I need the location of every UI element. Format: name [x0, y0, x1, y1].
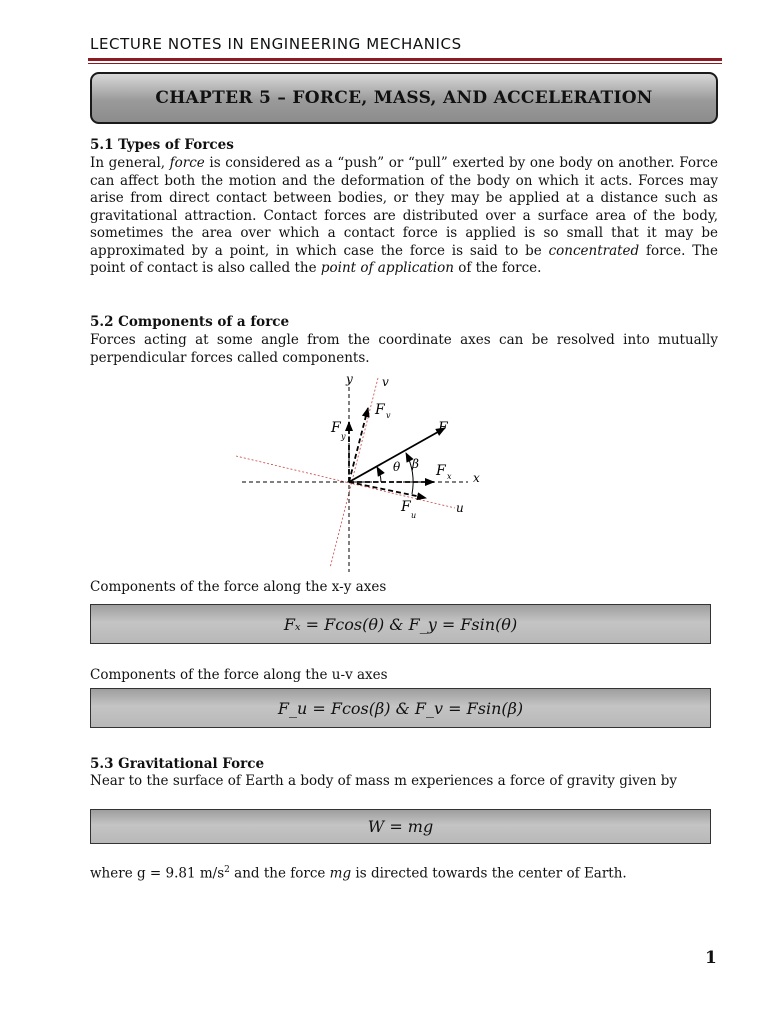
force-component-Fv [349, 408, 368, 482]
label-Fv-sub: v [386, 411, 391, 420]
label-v: v [382, 375, 389, 389]
gravity-equation-box [90, 809, 711, 844]
gravity-equation: W = mg [367, 817, 434, 836]
term-mg: mg [329, 865, 352, 882]
label-Fx-sub: x [447, 472, 452, 481]
label-Fu-sub: u [411, 511, 417, 520]
uv-equation: F_u = Fcos(β) & F_v = Fsin(β) [277, 698, 524, 718]
para-text: of the force. [453, 260, 542, 276]
page-number: 1 [705, 948, 717, 968]
note-text: and the force [229, 865, 330, 882]
section-heading-5-1: 5.1 Types of Forces [90, 137, 234, 153]
header-rule-thick [88, 58, 722, 61]
uv-equation-box [90, 688, 711, 728]
label-Fx: F [436, 463, 446, 479]
uv-caption: Components of the force along the u-v axes [90, 667, 388, 683]
label-Fy-sub: y [341, 432, 346, 441]
label-Fu: F [401, 499, 411, 515]
gravity-note [90, 862, 718, 883]
section-5-1-paragraph [90, 155, 718, 278]
section-heading-5-3: 5.3 Gravitational Force [90, 756, 265, 772]
label-y: y [346, 372, 353, 386]
xy-caption: Components of the force along the x-y axes [90, 579, 387, 595]
term-concentrated: concentrated [548, 242, 640, 259]
label-Fv: F [375, 402, 385, 418]
chapter-title: CHAPTER 5 – FORCE, MASS, AND ACCELERATION [155, 88, 653, 108]
theta-arc [377, 467, 381, 482]
section-5-3-paragraph: Near to the surface of Earth a body of mass m experiences a force of gravity given by [90, 773, 678, 789]
note-superscript: 2 [224, 865, 230, 875]
chapter-title-box [90, 72, 718, 124]
label-F: F [438, 420, 448, 436]
label-theta: θ [393, 460, 401, 474]
xy-equation-box [90, 604, 711, 644]
note-text: where g = 9.81 m/s [90, 865, 225, 882]
term-point-of-application: point of application [320, 260, 454, 276]
force-components-diagram [230, 372, 490, 576]
force-component-Fu [349, 482, 426, 498]
section-heading-5-2: 5.2 Components of a force [90, 314, 290, 330]
label-x: x [473, 471, 480, 485]
label-u: u [456, 501, 464, 515]
label-beta: β [412, 457, 419, 471]
para-text: force. The point of contact is also called the [90, 242, 718, 276]
label-Fy: F [331, 420, 341, 436]
v-axis [330, 378, 378, 568]
term-force: force [169, 155, 205, 171]
para-text: is considered as a “push” or “pull” exerted by one body on another. Force can affect both the motion and the deformation of the body on which it acts. Forces may arise from direct contact between bodies, or they may be applied at a distance such as gravitational attraction. Contact forces are distributed over a surface area of the body, sometimes the area over which a contact force is applied is so small that it may be approximated by a point, in which case the force is said to be [90, 155, 718, 259]
section-5-2-paragraph: Forces acting at some angle from the coordinate axes can be resolved into mutually perpendicular forces called components. [90, 332, 718, 366]
header-rule-thin [88, 63, 722, 64]
para-text: In general, [90, 155, 170, 171]
note-text: is directed towards the center of Earth. [351, 865, 627, 882]
running-header: LECTURE NOTES IN ENGINEERING MECHANICS [90, 35, 462, 53]
xy-equation: Fₓ = Fcos(θ) & F_y = Fsin(θ) [283, 614, 518, 634]
